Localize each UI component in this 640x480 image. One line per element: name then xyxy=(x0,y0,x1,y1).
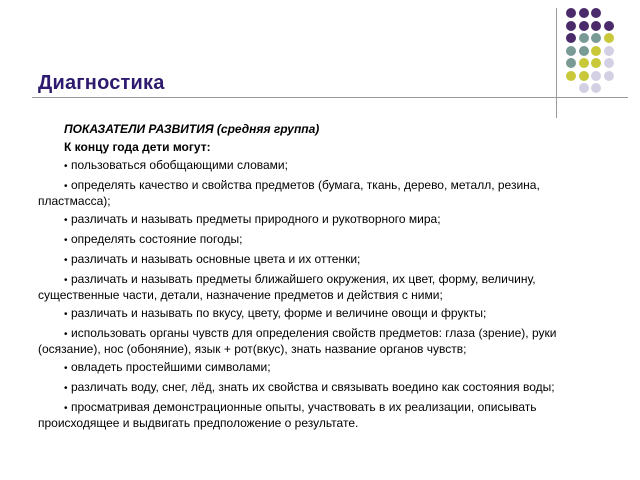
list-item xyxy=(38,360,598,376)
decorative-dot xyxy=(604,71,614,81)
decorative-dot xyxy=(591,71,601,81)
decorative-dot xyxy=(566,46,576,56)
bullet-icon: • xyxy=(64,329,68,340)
decorative-horizontal-rule xyxy=(32,97,628,98)
decorative-dot xyxy=(566,58,576,68)
decorative-dot xyxy=(579,58,589,68)
list-item-text: овладеть простейшими символами; xyxy=(71,360,271,374)
list-item-text: различать и называть предметы ближайшего окружения, их цвет, форму, величину, существенные части, детали, назначение предметов и действия с ними; xyxy=(38,272,536,302)
bullet-icon: • xyxy=(64,181,68,192)
decorative-dot xyxy=(579,8,589,18)
bullet-icon: • xyxy=(64,275,68,286)
list-item-text: различать воду, снег, лёд, знать их свойства и связывать воедино как состояния воды; xyxy=(71,380,555,394)
bullet-icon: • xyxy=(64,161,68,172)
decorative-dot-grid xyxy=(566,8,640,108)
list-item-text: пользоваться обобщающими словами; xyxy=(71,158,288,172)
section-title: ПОКАЗАТЕЛИ РАЗВИТИЯ (средняя группа) xyxy=(64,122,320,136)
bullet-list xyxy=(38,158,598,430)
section-subtitle: К концу года дети могут: xyxy=(64,140,211,154)
list-item xyxy=(38,380,598,396)
list-item xyxy=(38,178,598,208)
list-item-text: определять качество и свойства предметов (бумага, ткань, дерево, металл, резина, пластмасса); xyxy=(38,178,540,208)
decorative-dot xyxy=(591,33,601,43)
decorative-dot xyxy=(579,83,589,93)
bullet-icon: • xyxy=(64,383,68,394)
decorative-dot xyxy=(591,83,601,93)
decorative-dot xyxy=(566,33,576,43)
list-item xyxy=(38,400,598,430)
list-item-text: различать и называть основные цвета и их оттенки; xyxy=(71,252,361,266)
decorative-dot xyxy=(579,33,589,43)
list-item-text: определять состояние погоды; xyxy=(71,232,243,246)
list-item xyxy=(38,326,598,356)
decorative-dot xyxy=(604,33,614,43)
list-item xyxy=(38,232,598,248)
decorative-dot xyxy=(604,21,614,31)
list-item-text: просматривая демонстрационные опыты, участвовать в их реализации, описывать происходящее и выдвигать предположение о результате. xyxy=(38,400,537,430)
decorative-dot xyxy=(579,21,589,31)
bullet-icon: • xyxy=(64,363,68,374)
decorative-dot xyxy=(579,71,589,81)
list-item xyxy=(38,252,598,268)
list-item xyxy=(38,158,598,174)
list-item-text: использовать органы чувств для определения свойств предметов: глаза (зрение), руки (осязание), нос (обоняние), язык + рот(вкус), знать название органов чувств; xyxy=(38,326,557,356)
decorative-dot xyxy=(591,21,601,31)
decorative-dot xyxy=(566,21,576,31)
slide-title: Диагностика xyxy=(38,72,165,94)
decorative-dot xyxy=(591,58,601,68)
slide-body xyxy=(38,122,598,434)
list-item xyxy=(38,272,598,302)
decorative-dot xyxy=(591,8,601,18)
bullet-icon: • xyxy=(64,309,68,320)
bullet-icon: • xyxy=(64,235,68,246)
list-item-text: различать и называть по вкусу, цвету, форме и величине овощи и фрукты; xyxy=(71,306,487,320)
decorative-dot xyxy=(591,46,601,56)
decorative-dot xyxy=(604,58,614,68)
decorative-dot xyxy=(566,71,576,81)
bullet-icon: • xyxy=(64,403,68,414)
list-item xyxy=(38,212,598,228)
list-item-text: различать и называть предметы природного и рукотворного мира; xyxy=(71,212,441,226)
decorative-dot xyxy=(579,46,589,56)
decorative-dot xyxy=(566,8,576,18)
decorative-dot xyxy=(604,46,614,56)
bullet-icon: • xyxy=(64,215,68,226)
decorative-vertical-rule xyxy=(556,8,557,118)
bullet-icon: • xyxy=(64,255,68,266)
list-item xyxy=(38,306,598,322)
